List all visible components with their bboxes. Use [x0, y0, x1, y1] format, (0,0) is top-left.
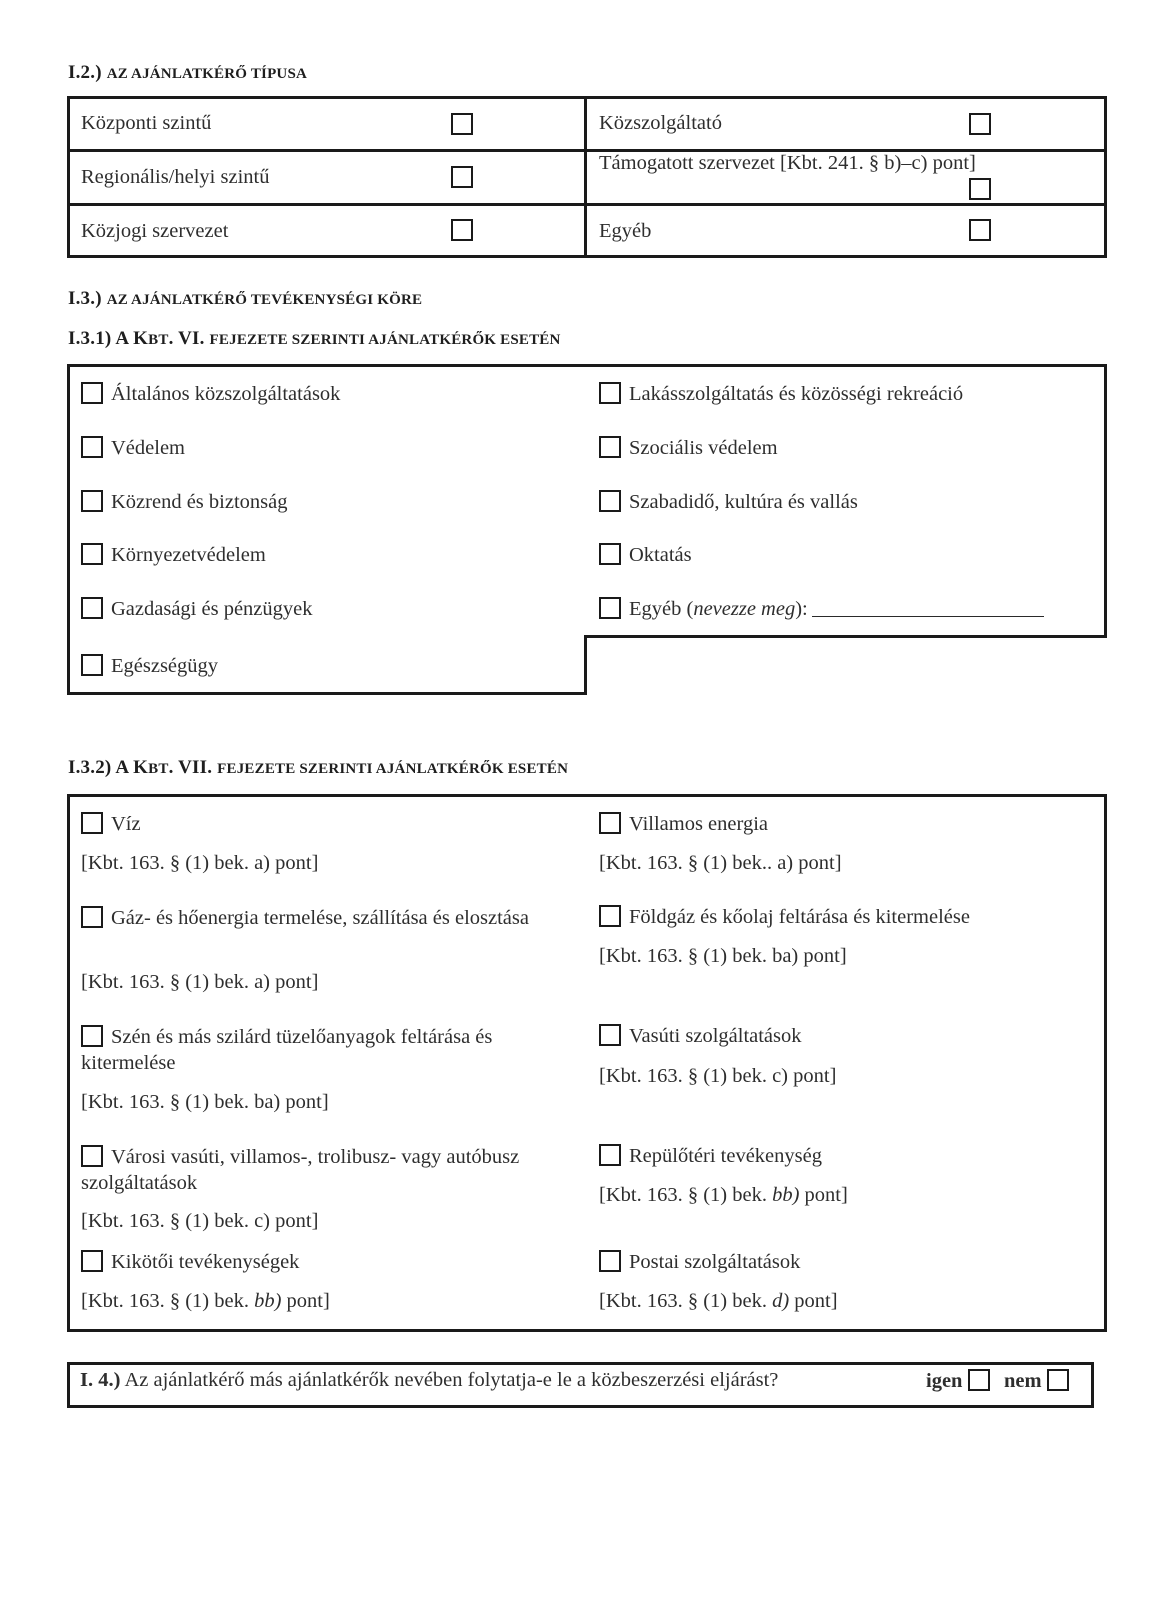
type-other-checkbox[interactable] [969, 219, 991, 241]
checkbox[interactable] [81, 1250, 103, 1272]
sector-postal[interactable]: Postai szolgáltatások [599, 1250, 800, 1274]
checkbox[interactable] [81, 597, 103, 619]
sector-postal-ref: [Kbt. 163. § (1) bek. d) pont] [599, 1290, 838, 1312]
checkbox[interactable] [81, 654, 103, 676]
sector-urban-transport-ref: [Kbt. 163. § (1) bek. c) pont] [81, 1210, 319, 1232]
checkbox[interactable] [81, 382, 103, 404]
checkbox[interactable] [599, 1024, 621, 1046]
activity-box-border [1104, 364, 1107, 638]
sector-electricity-ref: [Kbt. 163. § (1) bek.. a) pont] [599, 852, 842, 874]
type-supported-org-checkbox[interactable] [969, 178, 991, 200]
type-table-divider [584, 96, 587, 258]
type-central-label: Központi szintű [81, 112, 212, 134]
section-heading-i32: I.3.2) A KBT. VII. FEJEZETE SZERINTI AJÁNLATKÉRŐK ESETÉN [68, 757, 569, 778]
activity-other[interactable]: Egyéb (nevezze meg): [599, 597, 1044, 621]
behalf-yes[interactable]: igen [926, 1369, 990, 1393]
activity-social-protection[interactable]: Szociális védelem [599, 436, 778, 460]
checkbox[interactable] [599, 1144, 621, 1166]
other-activity-input[interactable] [812, 597, 1044, 617]
activity-public-order[interactable]: Közrend és biztonság [81, 490, 287, 514]
activity-box-border [67, 364, 1107, 367]
sector-airport-ref: [Kbt. 163. § (1) bek. bb) pont] [599, 1184, 848, 1206]
type-public-law-label: Közjogi szervezet [81, 220, 229, 242]
checkbox[interactable] [599, 1250, 621, 1272]
type-supported-org-label: Támogatott szervezet [Kbt. 241. § b)–c) pont] [599, 152, 976, 174]
sector-coal[interactable]: Szén és más szilárd tüzelőanyagok feltárása és kitermelése [81, 1026, 493, 1074]
sector-oil-gas-ref: [Kbt. 163. § (1) bek. ba) pont] [599, 945, 847, 967]
activity-housing[interactable]: Lakásszolgáltatás és közösségi rekreáció [599, 382, 963, 406]
type-regional-label: Regionális/helyi szintű [81, 166, 270, 188]
checkbox[interactable] [81, 906, 103, 928]
activity-environment[interactable]: Környezetvédelem [81, 543, 266, 567]
type-table-row-line [67, 203, 1107, 206]
behalf-no[interactable]: nem [1004, 1369, 1069, 1393]
activity-box-border [67, 692, 587, 695]
type-public-law-checkbox[interactable] [451, 219, 473, 241]
sector-ports-ref: [Kbt. 163. § (1) bek. bb) pont] [81, 1290, 330, 1312]
checkbox[interactable] [81, 490, 103, 512]
no-checkbox[interactable] [1047, 1369, 1069, 1391]
activity-economic-affairs[interactable]: Gazdasági és pénzügyek [81, 597, 313, 621]
activity-recreation[interactable]: Szabadidő, kultúra és vallás [599, 490, 858, 514]
sector-airport[interactable]: Repülőtéri tevékenység [599, 1144, 822, 1168]
sector-ports[interactable]: Kikötői tevékenységek [81, 1250, 299, 1274]
sector-gas-heat[interactable]: Gáz- és hőenergia termelése, szállítása és elosztása [81, 905, 571, 931]
activity-defence[interactable]: Védelem [81, 436, 185, 460]
checkbox[interactable] [599, 543, 621, 565]
section-heading-i2: I.2.) AZ AJÁNLATKÉRŐ TÍPUSA [68, 62, 308, 83]
type-central-checkbox[interactable] [451, 113, 473, 135]
checkbox[interactable] [81, 812, 103, 834]
activity-general-services[interactable]: Általános közszolgáltatások [81, 382, 340, 406]
activity-box-border [584, 635, 1107, 638]
sector-railway[interactable]: Vasúti szolgáltatások [599, 1024, 802, 1048]
activity-education[interactable]: Oktatás [599, 543, 692, 567]
type-public-service-checkbox[interactable] [969, 113, 991, 135]
section-heading-i31: I.3.1) A KBT. VI. FEJEZETE SZERINTI AJÁNLATKÉRŐK ESETÉN [68, 328, 561, 349]
sector-oil-gas[interactable]: Földgáz és kőolaj feltárása és kitermelése [599, 905, 970, 929]
sector-water[interactable]: Víz [81, 812, 141, 836]
checkbox[interactable] [599, 436, 621, 458]
checkbox[interactable] [599, 490, 621, 512]
sector-gas-heat-ref: [Kbt. 163. § (1) bek. a) pont] [81, 971, 319, 993]
sector-electricity[interactable]: Villamos energia [599, 812, 768, 836]
behalf-question: I. 4.) Az ajánlatkérő más ajánlatkérők nevében folytatja-e le a közbeszerzési eljárást? [80, 1369, 779, 1391]
checkbox[interactable] [599, 382, 621, 404]
type-regional-checkbox[interactable] [451, 166, 473, 188]
checkbox[interactable] [599, 597, 621, 619]
type-public-service-label: Közszolgáltató [599, 112, 722, 134]
checkbox[interactable] [81, 1145, 103, 1167]
checkbox[interactable] [599, 905, 621, 927]
type-other-label: Egyéb [599, 220, 652, 242]
checkbox[interactable] [81, 543, 103, 565]
checkbox[interactable] [81, 1025, 103, 1047]
yes-checkbox[interactable] [968, 1369, 990, 1391]
sector-coal-ref: [Kbt. 163. § (1) bek. ba) pont] [81, 1091, 329, 1113]
sector-water-ref: [Kbt. 163. § (1) bek. a) pont] [81, 852, 319, 874]
checkbox[interactable] [599, 812, 621, 834]
checkbox[interactable] [81, 436, 103, 458]
sector-railway-ref: [Kbt. 163. § (1) bek. c) pont] [599, 1065, 837, 1087]
activity-box-border [67, 364, 70, 695]
sector-urban-transport[interactable]: Városi vasúti, villamos-, trolibusz- vagy autóbusz szolgáltatások [81, 1146, 520, 1194]
section-heading-i3: I.3.) AZ AJÁNLATKÉRŐ TEVÉKENYSÉGI KÖRE [68, 288, 423, 309]
activity-box-border [584, 635, 587, 695]
activity-health[interactable]: Egészségügy [81, 654, 218, 678]
